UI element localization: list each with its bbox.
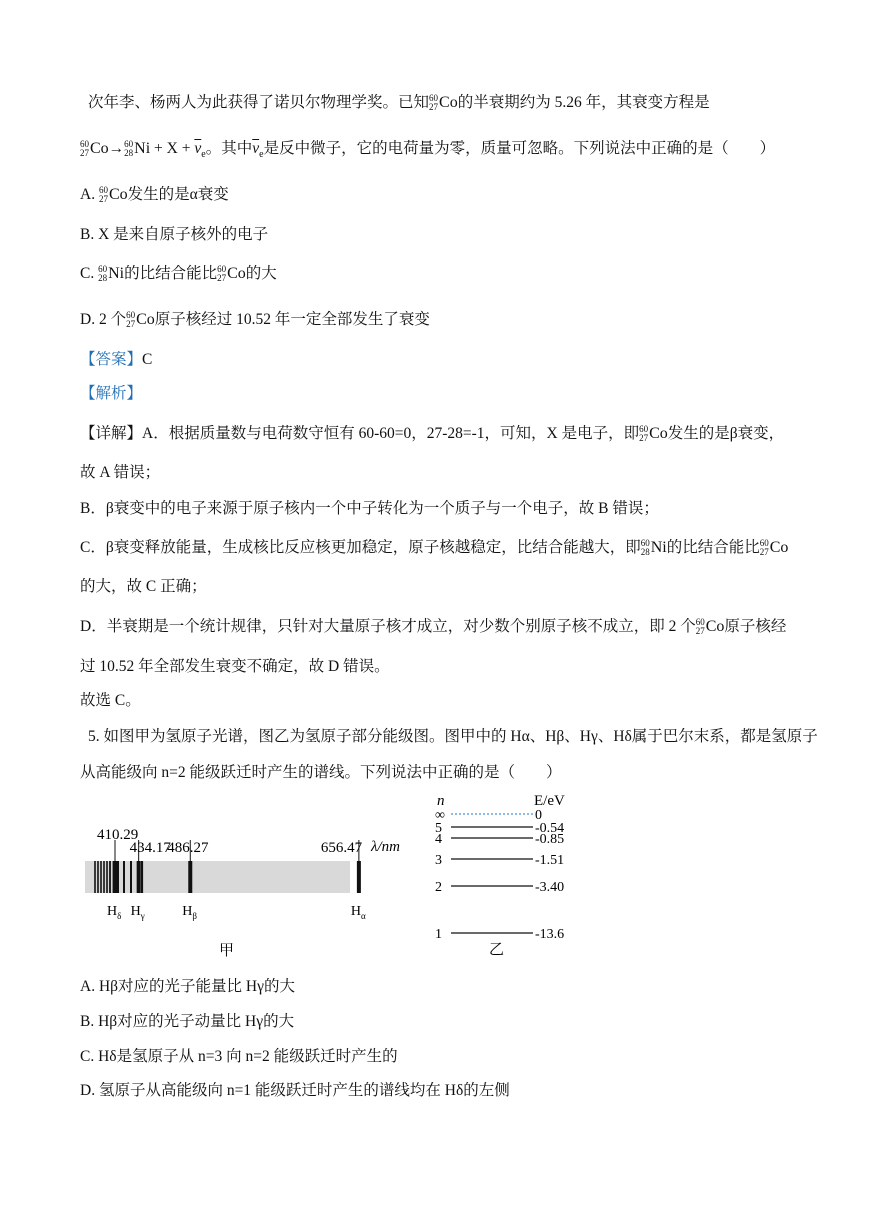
nuclide-co: 60 27 Co	[759, 538, 789, 558]
wavelength-label-h-delta: 410.29	[97, 827, 139, 843]
q4-intro-line1	[88, 93, 710, 113]
nuclide-co: 60 27 Co	[98, 185, 128, 205]
q5-option-b: B. Hβ对应的光子动量比 Hγ的大	[80, 1013, 295, 1030]
line-name-h-alpha: $H_\alpha$	[350, 904, 366, 921]
antineutrino-symbol: $\overline{\nu}$	[194, 140, 202, 157]
detail-line-6: D．半衰期是一个统计规律，只针对大量原子核才成立，对少数个别原子核不成立，即 2 个 60 27 Co 原子核经	[80, 617, 787, 637]
analysis-label: 【解析】	[80, 385, 143, 402]
detail-line-7: 过 10.52 年全部发生衰变不确定，故 D 错误。	[80, 658, 390, 675]
level-n-label: 2	[435, 880, 442, 895]
energy-axis-header: E/eV	[534, 793, 565, 809]
q5-stem-line2: 从高能级向 n=2 能级跃迁时产生的谱线。下列说法中正确的是（ ）	[80, 764, 562, 781]
antineutrino-subscript: e	[201, 149, 206, 161]
detail-line-5: 的大，故 C 正确；	[80, 578, 207, 595]
wavelength-label-h-alpha: 656.47	[320, 840, 363, 856]
antineutrino-subscript: e	[259, 149, 264, 161]
level-n-label: 4	[435, 832, 442, 847]
q5-option-c: C. Hδ是氢原子从 n=3 向 n=2 能级跃迁时产生的	[80, 1048, 398, 1065]
level-n-label: 5	[435, 821, 442, 836]
q4-text: 次年李、杨两人为此获得了诺贝尔物理学奖。已知	[88, 94, 430, 111]
conclusion-line: 故选 C。	[80, 692, 141, 709]
answer-line	[80, 350, 152, 370]
nuclide-co: 60 27 Co	[217, 264, 246, 284]
answer-label: 【答案】	[80, 351, 143, 368]
line-name-h-gamma: $H_\gamma$	[130, 904, 145, 921]
q4-option-a: A. 60 27 Co 发生的是α衰变	[80, 185, 229, 205]
wavelength-label-h-gamma: 434.17	[129, 840, 171, 856]
q4-text: 是反中微子，它的电荷量为零，质量可忽略。下列说法中正确的是（ ）	[263, 140, 776, 157]
nuclide-co: 60 27 Co	[80, 139, 109, 159]
level-energy-label: -0.54	[535, 821, 565, 836]
level-energy-label: -1.51	[535, 853, 565, 868]
answer-value: C	[142, 351, 153, 368]
arrow-icon: →	[108, 140, 125, 157]
nuclide-co: 60 27 Co	[429, 93, 458, 113]
level-energy-label: -13.6	[535, 927, 565, 942]
spectrum-unit-label: λ/nm	[371, 839, 400, 855]
levels-caption: 乙	[489, 942, 505, 958]
nuclide-co: 60 27 Co	[126, 310, 155, 330]
q4-option-b: B. X 是来自原子核外的电子	[80, 226, 269, 243]
decay-equation-line	[80, 139, 775, 165]
q4-option-d: D. 2 个 60 27 Co 原子核经过 10.52 年一定全部发生了衰变	[80, 310, 430, 330]
n-axis-header: n	[437, 793, 445, 809]
detail-line-4: C．β衰变释放能量，生成核比反应核更加稳定，原子核越稳定，比结合能越大，即 60 28 Ni 的比结合能比 60 27 Co	[80, 538, 789, 558]
energy-level-diagram	[425, 790, 600, 965]
q4-text: 。其中	[205, 140, 253, 157]
q5-option-a: A. Hβ对应的光子能量比 Hγ的大	[80, 978, 295, 995]
nuclide-co: 60 27 Co	[695, 617, 725, 637]
antineutrino-symbol: $\overline{\nu}$	[252, 140, 260, 157]
level-energy-label: 0	[535, 808, 542, 823]
wavelength-label-h-beta: 486.27	[167, 840, 209, 856]
detail-line-3: B．β衰变中的电子来源于原子核内一个中子转化为一个质子与一个电子，故 B 错误；	[80, 500, 659, 517]
level-rows	[435, 808, 564, 942]
q4-text: 的半衰期约为 5.26 年，其衰变方程是	[457, 94, 710, 111]
q4-option-c: C. 60 28 Ni 的比结合能比 60 27 Co 的大	[80, 264, 277, 284]
level-energy-label: -0.85	[535, 832, 565, 847]
nuclide-ni: 60 28 Ni	[640, 538, 667, 558]
level-n-label: ∞	[435, 808, 445, 823]
level-n-label: 1	[435, 927, 442, 942]
line-name-h-delta: $H_\delta$	[107, 904, 122, 921]
nuclide-ni: 60 28 Ni	[98, 264, 125, 284]
nuclide-ni: 60 28 Ni	[124, 139, 151, 159]
detail-line-2: 故 A 错误；	[80, 464, 161, 481]
level-energy-label: -3.40	[535, 880, 565, 895]
detail-line-1: 【详解】A．根据质量数与电荷数守恒有 60-60=0，27-28=-1，可知，X 是电子，即 60 27 Co 发生的是β衰变，	[80, 424, 785, 444]
hydrogen-spectrum-figure	[80, 820, 420, 965]
q5-option-d: D. 氢原子从高能级向 n=1 能级跃迁时产生的谱线均在 Hδ的左侧	[80, 1082, 510, 1099]
q5-stem-line1: 5. 如图甲为氢原子光谱，图乙为氢原子部分能级图。图甲中的 Hα、Hβ、Hγ、Hδ属于巴尔末系，都是氢原子	[88, 728, 818, 745]
spectrum-caption: 甲	[219, 943, 235, 959]
level-n-label: 3	[435, 853, 442, 868]
equation-tail: + X +	[150, 140, 195, 157]
nuclide-co: 60 27 Co	[639, 424, 668, 444]
line-name-h-beta: $H_\beta$	[182, 904, 197, 921]
